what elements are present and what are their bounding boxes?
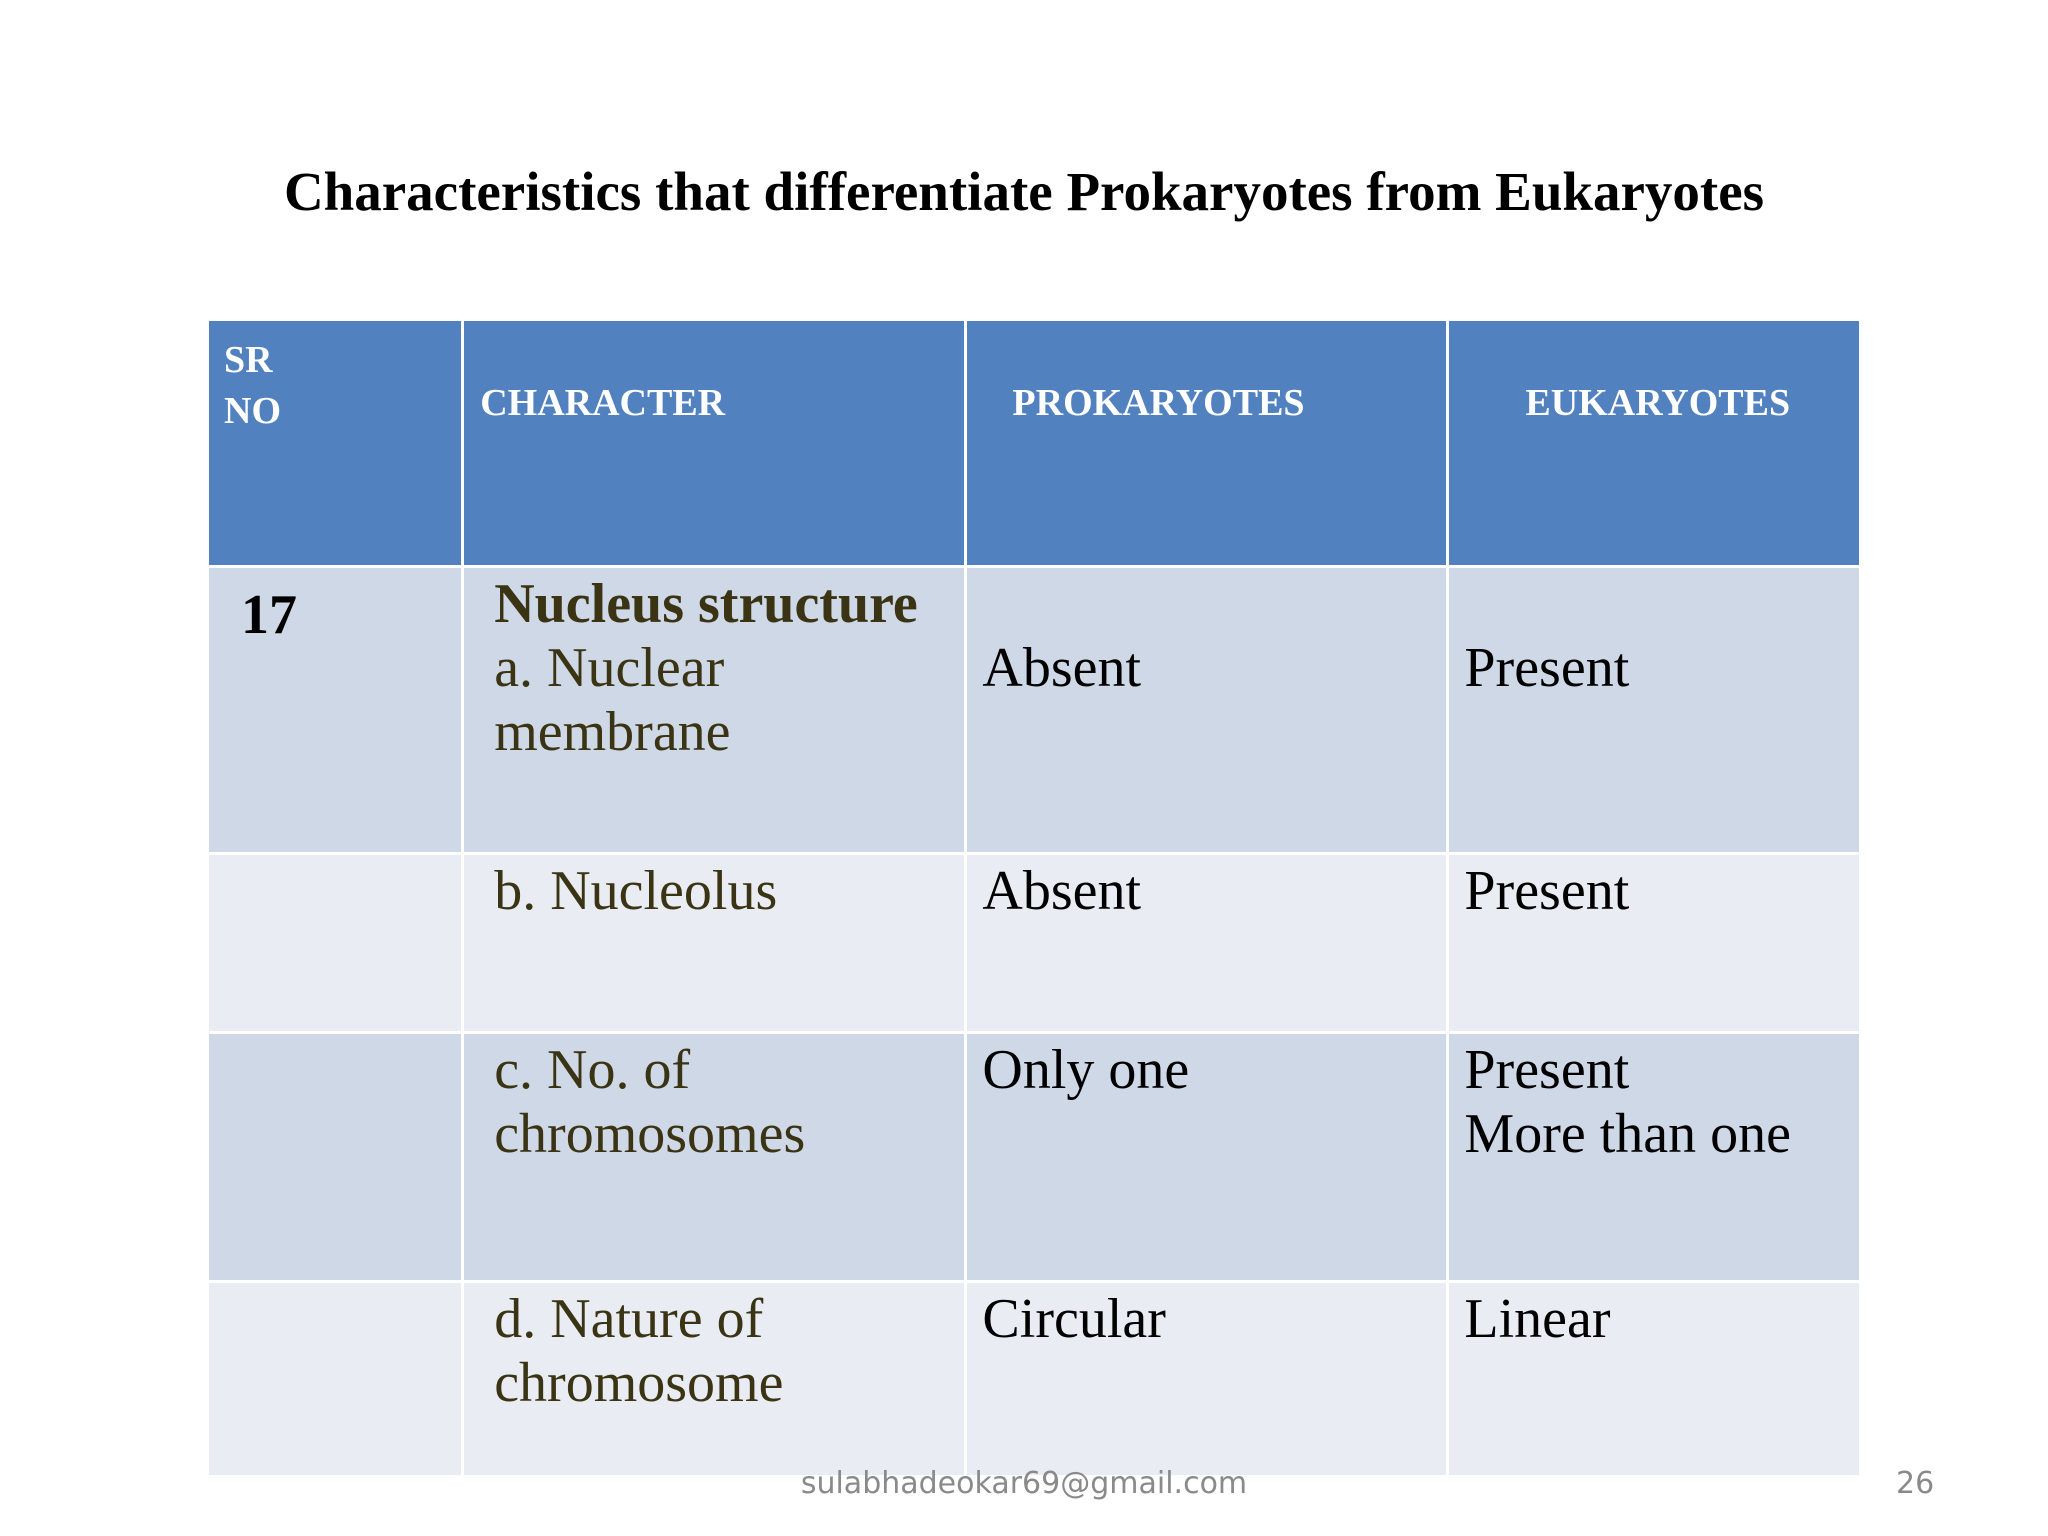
cell-character (463, 1282, 966, 1477)
slide-title: Characteristics that differentiate Prokaryotes from Eukaryotes (283, 161, 1765, 222)
cell-eukaryotes (1448, 1282, 1861, 1477)
cell-sr (208, 1282, 463, 1477)
table-row (208, 1282, 1861, 1477)
page-number: 26 (1896, 1466, 1935, 1501)
cell-prokaryotes (966, 567, 1448, 854)
character-label: b. Nucleolus (494, 860, 778, 922)
comparison-table (206, 318, 1862, 1478)
prokaryotes-value: Absent (982, 860, 1142, 922)
character-label: d. Nature of chromosome (494, 1288, 784, 1414)
table-row (208, 1033, 1861, 1282)
cell-sr (208, 1033, 463, 1282)
cell-eukaryotes (1448, 854, 1861, 1033)
character-label: a. Nuclear membrane (494, 637, 731, 763)
table-header-row (208, 320, 1861, 567)
cell-character (463, 854, 966, 1033)
character-label: c. No. of chromosomes (494, 1039, 806, 1165)
cell-character (463, 1033, 966, 1282)
eukaryotes-value: Linear (1464, 1288, 1611, 1350)
header-sr-line1: SR (224, 339, 273, 381)
table-row (208, 567, 1861, 854)
header-eukaryotes-label: EUKARYOTES (1525, 382, 1791, 424)
header-prokaryotes (966, 320, 1448, 567)
prokaryotes-value: Circular (982, 1288, 1166, 1350)
eukaryotes-value: Present (1464, 860, 1630, 922)
header-prokaryotes-label: PROKARYOTES (1012, 382, 1305, 424)
header-eukaryotes (1448, 320, 1861, 567)
cell-eukaryotes (1448, 567, 1861, 854)
eukaryotes-value: Present (1464, 637, 1630, 699)
cell-prokaryotes (966, 1033, 1448, 1282)
prokaryotes-value: Absent (982, 637, 1142, 699)
cell-eukaryotes (1448, 1033, 1861, 1282)
header-character-label: CHARACTER (480, 382, 726, 424)
table-row (208, 854, 1861, 1033)
sr-number (209, 1034, 461, 1048)
cell-sr (208, 567, 463, 854)
cell-prokaryotes (966, 1282, 1448, 1477)
prokaryotes-value: Only one (982, 1039, 1190, 1101)
footer-email: sulabhadeokar69@gmail.com (800, 1466, 1248, 1501)
eukaryotes-value-line2: More than one (1464, 1103, 1791, 1165)
eukaryotes-value: Present (1464, 1039, 1630, 1101)
header-sr-line2: NO (224, 390, 281, 432)
cell-character (463, 567, 966, 854)
sr-number: 17 (241, 584, 297, 646)
sr-number (209, 855, 461, 869)
header-sr-no (208, 320, 463, 567)
character-heading: Nucleus structure (494, 573, 918, 635)
sr-number (209, 1283, 461, 1297)
cell-sr (208, 854, 463, 1033)
header-character (463, 320, 966, 567)
cell-prokaryotes (966, 854, 1448, 1033)
